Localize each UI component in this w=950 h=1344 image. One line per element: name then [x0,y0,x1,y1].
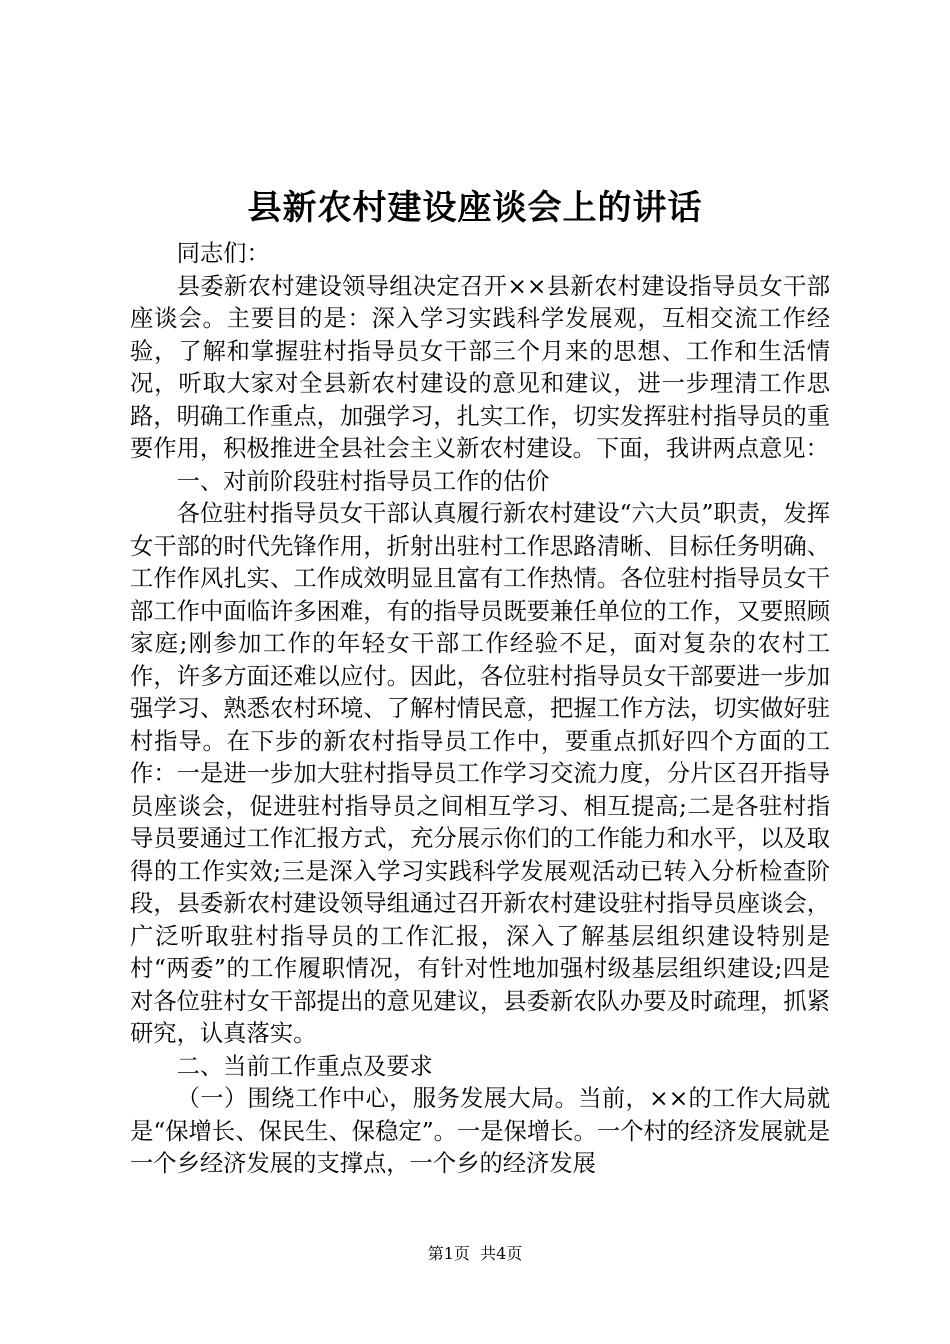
document-title: 县新农村建设座谈会上的讲话 [247,188,703,228]
page-number: 第1页 [427,1244,470,1263]
paragraph-section-1: 各位驻村指导员女干部认真履行新农村建设“六大员”职责，发挥女干部的时代先锋作用，折射出驻村工作思路清晰、目标任务明确、工作作风扎实、工作成效明显且富有工作热情。各位驻村指导员女干部工作中面临许多困难，有的指导员既要兼任单位的工作，又要照顾家庭;刚参加工作的年轻女干部工作经验不足，面对复杂的农村工作，许多方面还难以应付。因此，各位驻村指导员女干部要进一步加强学习、熟悉农村环境、了解村情民意，把握工作方法，切实做好驻村指导。在下步的新农村指导员工作中，要重点抓好四个方面的工作：一是进一步加大驻村指导员工作学习交流力度，分片区召开指导员座谈会，促进驻村指导员之间相互学习、相互提高;二是各驻村指导员要通过工作汇报方式，充分展示你们的工作能力和水平，以及取得的工作实效;三是深入学习实践科学发展观活动已转入分析检查阶段，县委新农村建设领导组通过召开新农村建设驻村指导员座谈会，广泛听取驻村指导员的工作汇报，深入了解基层组织建设特别是村“两委”的工作履职情况，有针对性地加强村级基层组织建设;四是对各位驻村女干部提出的意见建议，县委新农队办要及时疏理，抓紧研究，认真落实。 [130,500,830,1047]
section-heading-2: 二、当前工作重点及要求 [176,1052,433,1080]
section-heading-1: 一、对前阶段驻村指导员工作的估价 [176,467,550,495]
document-body [130,238,830,1181]
paragraph-section-2: （一）围绕工作中心，服务发展大局。当前，××的工作大局就是“保增长、保民生、保稳定”。一是保增长。一个村的经济发展就是一个乡经济发展的支撑点，一个乡的经济发展 [130,1085,830,1177]
paragraph-intro: 县委新农村建设领导组决定召开××县新农村建设指导员女干部座谈会。主要目的是：深入学习实践科学发展观，互相交流工作经验，了解和掌握驻村指导员女干部三个月来的思想、工作和生活情况，听取大家对全县新农村建设的意见和建议，进一步理清工作思路，明确工作重点，加强学习，扎实工作，切实发挥驻村指导员的重要作用，积极推进全县社会主义新农村建设。下面，我讲两点意见： [130,272,830,462]
page-footer [0,1243,950,1265]
salutation: 同志们： [176,240,270,267]
page-total: 共4页 [480,1244,523,1263]
